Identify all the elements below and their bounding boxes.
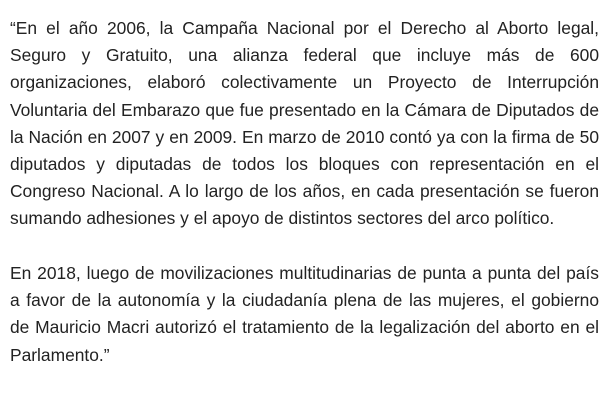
paragraph-2018-debate: En 2018, luego de movilizaciones multitudinarias de punta a punta del país a favor de la autonomía y la ciudadanía plena de las mujeres, el gobierno de Mauricio Macri autorizó el tratamiento de la legalización del aborto en el Parlamento.” [10,263,599,365]
quote-block [10,15,599,369]
paragraph-campaign-history: “En el año 2006, la Campaña Nacional por el Derecho al Aborto legal, Seguro y Gratuito, una alianza federal que incluye más de 600 organizaciones, elaboró colectivamente un Proyecto de Interrupción Voluntaria del Embarazo que fue presentado en la Cámara de Diputados de la Nación en 2007 y en 2009. En marzo de 2010 contó ya con la firma de 50 diputados y diputadas de todos los bloques con representación en el Congreso Nacional. A lo largo de los años, en cada presentación se fueron sumando adhesiones y el apoyo de distintos sectores del arco político. [10,18,599,229]
